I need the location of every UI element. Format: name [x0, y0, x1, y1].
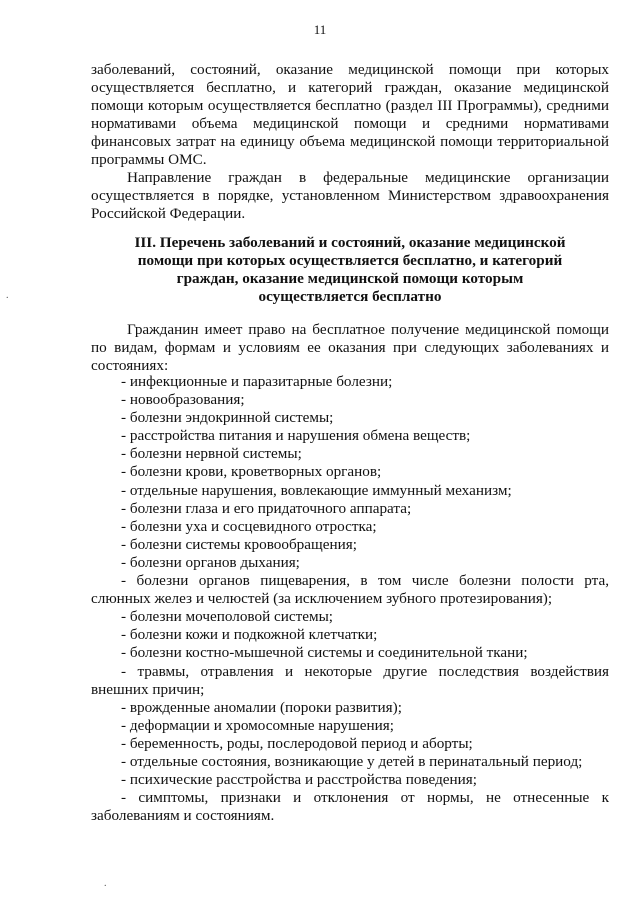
section-title-line: осуществляется бесплатно — [258, 288, 442, 306]
paragraph-federal-referral: Направление граждан в федеральные медицинские организации осуществляется в порядке, установленном Министерством здравоохранения Российской Федерации. — [91, 169, 609, 223]
section-title-line: граждан, оказание медицинской помощи которым — [176, 270, 524, 288]
list-item: - болезни костно-мышечной системы и соединительной ткани; — [121, 644, 528, 662]
list-item: - болезни органов пищеварения, в том числе болезни полости рта, слюнных желез и челюстей (за исключением зубного протезирования); — [91, 572, 609, 608]
section-title-line: III. Перечень заболеваний и состояний, оказание медицинской — [134, 234, 566, 251]
list-item: - травмы, отравления и некоторые другие последствия воздействия внешних причин; — [91, 662, 609, 698]
list-item: - болезни органов дыхания; — [121, 553, 300, 571]
list-item: - новообразования; — [121, 391, 245, 409]
list-item: - беременность, роды, послеродовой период и аборты; — [121, 734, 473, 752]
section-title-line: помощи при которых осуществляется бесплатно, и категорий — [137, 252, 563, 270]
list-item: - инфекционные и паразитарные болезни; — [121, 373, 393, 390]
margin-dot: . — [104, 878, 107, 889]
intro-paragraph: Гражданин имеет право на бесплатное получение медицинской помощи по видам, формам и условиям ее оказания при следующих заболеваниях и состояниях: — [91, 321, 609, 375]
list-item: - болезни кожи и подкожной клетчатки; — [121, 626, 378, 644]
list-item: - отдельные нарушения, вовлекающие иммунный механизм; — [121, 481, 512, 499]
list-item: - болезни нервной системы; — [121, 445, 302, 463]
list-item: - болезни глаза и его придаточного аппарата; — [121, 499, 412, 517]
list-item: - болезни системы кровообращения; — [121, 535, 357, 553]
list-item: - болезни уха и сосцевидного отростка; — [121, 517, 377, 535]
list-item: - болезни эндокринной системы; — [121, 409, 334, 427]
page-number: 11 — [313, 22, 327, 37]
list-item: - расстройства питания и нарушения обмена веществ; — [121, 427, 471, 445]
paragraph-continuation: заболеваний, состояний, оказание медицинской помощи при которых осуществляется бесплатно, и категорий граждан, оказание медицинской помощи которым осуществляется бесплатно (раздел III Программы), средними нормативами объема медицинской помощи и средними нормативами финансовых затрат на единицу объема медицинской помощи территориальной программы ОМС. — [91, 61, 609, 169]
conditions-list — [91, 373, 609, 825]
section-title — [91, 234, 609, 306]
list-item: - психические расстройства и расстройства поведения; — [121, 771, 477, 789]
list-item: - болезни мочеполовой системы; — [121, 608, 334, 626]
margin-dot: . — [6, 290, 9, 301]
list-item: - болезни крови, кроветворных органов; — [121, 463, 382, 481]
list-item: - врожденные аномалии (пороки развития); — [121, 698, 402, 716]
list-item: - отдельные состояния, возникающие у детей в перинатальный период; — [121, 752, 583, 770]
list-item: - деформации и хромосомные нарушения; — [121, 716, 395, 734]
list-item: - симптомы, признаки и отклонения от нормы, не отнесенные к заболеваниям и состояниям. — [91, 789, 609, 825]
